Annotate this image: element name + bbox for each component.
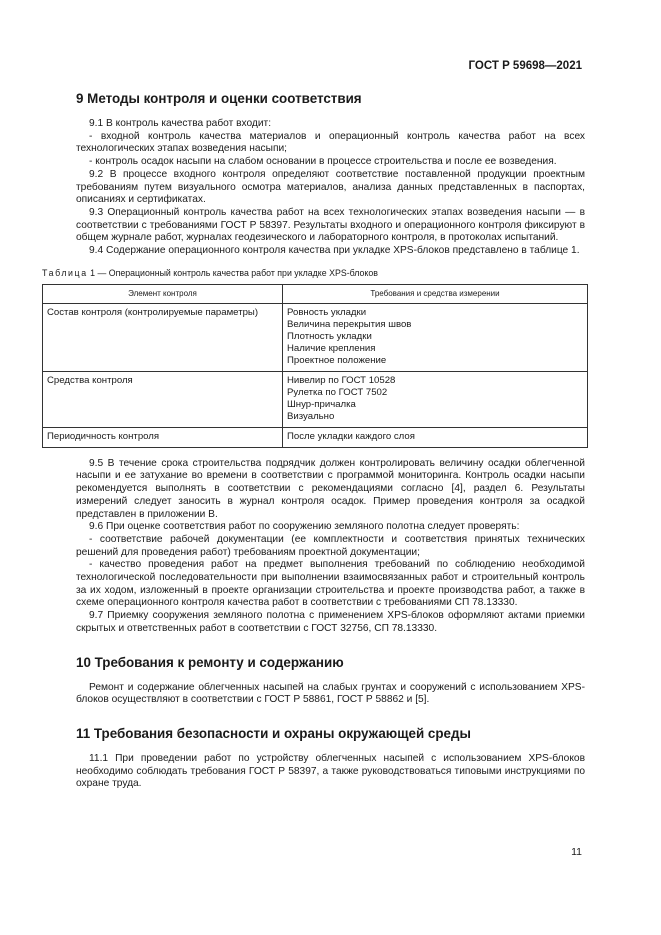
table-caption-text: 1 — Операционный контроль качества работ при укладке XPS-блоков [90, 267, 378, 278]
table-cell-requirements [283, 371, 588, 427]
list-item-settlement-control: - контроль осадок насыпи на слабом основании в процессе строительства и после ее возведения. [89, 156, 557, 168]
control-table [42, 284, 588, 448]
table-header-element: Элемент контроля [43, 284, 283, 303]
section-10-title: 10 Требования к ремонту и содержанию [76, 654, 344, 670]
table-cell-element: Периодичность контроля [43, 427, 283, 447]
paragraph-9-7: 9.7 Приемку сооружения земляного полотна с применением XPS-блоков оформляют актами приемки скрытых и ответственных работ в соответствии с ГОСТ 32756, СП 78.13330. [76, 610, 585, 634]
requirement-item: Шнур-причалка [287, 398, 356, 410]
paragraph-10: Ремонт и содержание облегченных насыпей на слабых грунтах и сооружений с использованием XPS-блоков осуществляют в соответствии с ГОСТ Р 58861, ГОСТ Р 58862 и [5]. [76, 681, 585, 706]
table-cell-element: Состав контроля (контролируемые параметры) [43, 303, 283, 371]
paragraph-11-1: 11.1 При проведении работ по устройству облегченных насыпей с использованием XPS-блоков необходимо соблюдать требования ГОСТ Р 58397, а также руководствоваться типовыми инструкциями по охране труда. [76, 752, 585, 790]
requirement-item: Плотность укладки [287, 330, 372, 342]
requirement-item: Рулетка по ГОСТ 7502 [287, 386, 388, 398]
table-header-requirements: Требования и средства измерении [283, 284, 588, 303]
paragraph-9-4: 9.4 Содержание операционного контроля качества при укладке XPS-блоков представлено в таблице 1. [89, 245, 580, 257]
table-cell-requirements [283, 427, 588, 447]
requirement-item: Проектное положение [287, 354, 387, 366]
requirement-item: Нивелир по ГОСТ 10528 [287, 374, 396, 386]
paragraph-9-3: 9.3 Операционный контроль качества работ на всех технологических этапах возведения насыпи — в соответствии с требованиями ГОСТ Р 58397. Результаты входного и операционного контроля фиксируют в общем журнале работ, журналах геодезического и лабораторного контроля, в протоколах испытаний. [76, 206, 585, 244]
paragraph-9-1: 9.1 В контроль качества работ входит: [89, 118, 272, 129]
table-row [43, 371, 588, 427]
requirement-item: Наличие крепления [287, 342, 376, 354]
table-row [43, 427, 588, 447]
table-caption [42, 268, 585, 278]
list-item-documentation: - соответствие рабочей документации (ее комплектности и соответствия принятых технических решений для проведения работ) требованиям проектной документации; [76, 533, 585, 558]
table-cell-requirements [283, 303, 588, 371]
list-item-work-quality: - качество проведения работ на предмет выполнения требований по соблюдению необходимой технологической последовательности при выполнении взаимосвязанных работ и строительный контроль за их ходом, изложенный в проекте организации строительства и проекте производства работ, а также в схеме операционного контроля качества работ в соответствии с требованиями СП 78.13330. [76, 559, 585, 609]
paragraph-9-6: 9.6 При оценке соответствия работ по сооружению земляного полотна следует проверять: [89, 521, 520, 533]
table-row [43, 303, 588, 371]
requirement-item: Ровность укладки [287, 306, 367, 318]
paragraph-9-5: 9.5 В течение срока строительства подрядчик должен контролировать величину осадки облегченной насыпи и ее затухание во времени в соответствии с программой мониторинга. Контроль осадки насыпи рекомендуется выполнять в соответствии с рекомендациями согласно [4], раздел 6. Результаты измерений следует заносить в журнал контроля осадок. Пример проведения контроля за осадкой представлен в приложении В. [76, 457, 585, 520]
document-code: ГОСТ Р 59698—2021 [468, 60, 582, 72]
table-header-row [43, 284, 588, 303]
section-9-title: 9 Методы контроля и оценки соответствия [76, 91, 362, 106]
table-caption-label: Таблица [42, 267, 88, 278]
requirement-item: Визуально [287, 410, 335, 422]
requirement-item: После укладки каждого слоя [287, 430, 415, 442]
table-cell-element: Средства контроля [43, 371, 283, 427]
section-11-title: 11 Требования безопасности и охраны окружающей среды [76, 725, 471, 741]
requirement-item: Величина перекрытия швов [287, 318, 412, 330]
paragraph-9-2: 9.2 В процессе входного контроля определяют соответствие поставленной продукции проектным требованиям путем визуального осмотра материалов, анализа данных представленных в паспортах, описаниях и сертификатах. [76, 168, 585, 206]
page-content [42, 90, 585, 791]
list-item-input-control: - входной контроль качества материалов и операционный контроль качества работ на всех технологических этапах возведения насыпи; [76, 130, 585, 155]
page-number: 11 [571, 846, 582, 858]
